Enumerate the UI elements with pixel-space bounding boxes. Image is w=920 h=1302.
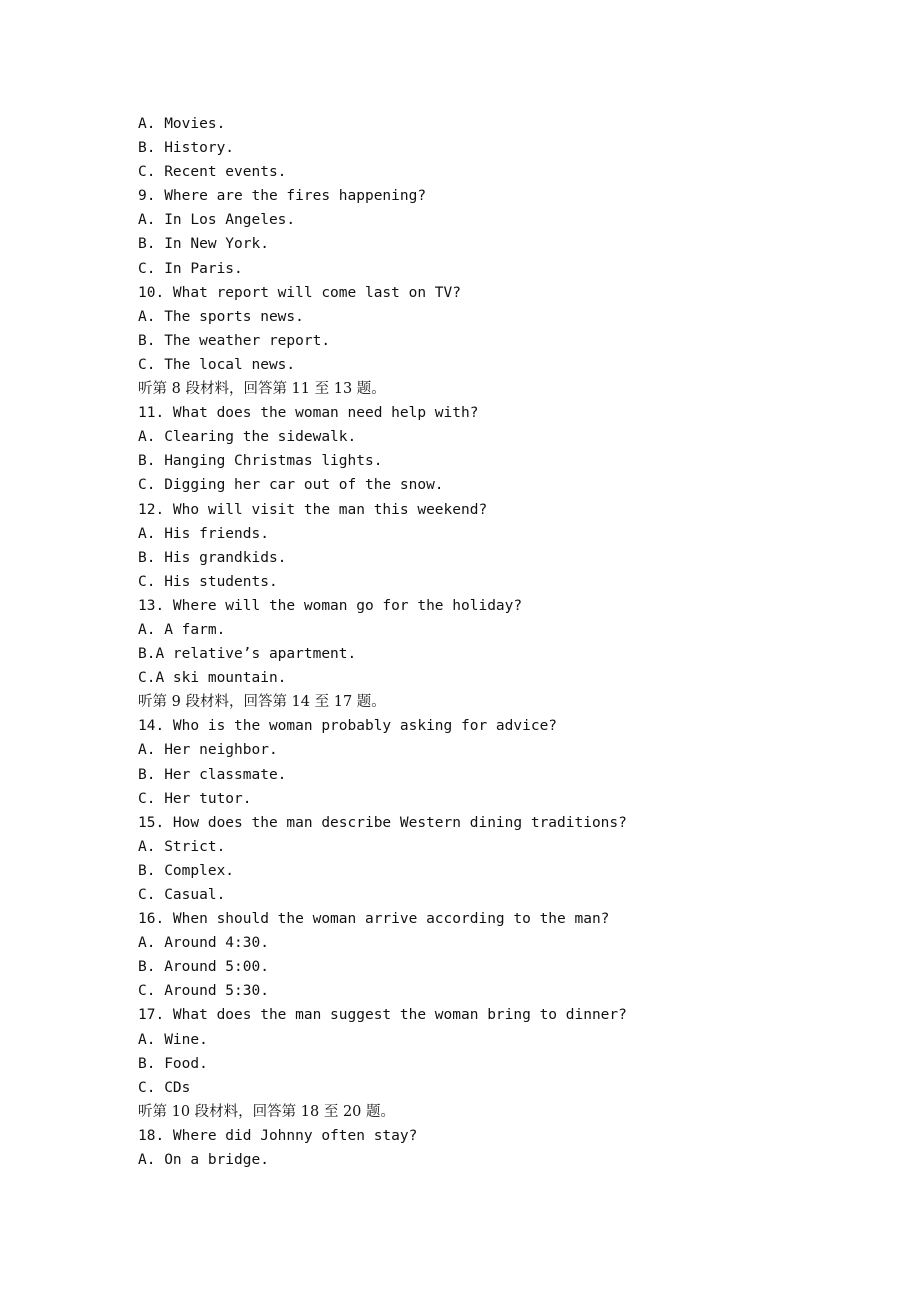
option-line: A. Around 4:30. <box>138 935 269 952</box>
option-line: A. The sports news. <box>138 308 304 325</box>
question-line: 12. Who will visit the man this weekend? <box>138 501 488 518</box>
question-line: 10. What report will come last on TV? <box>138 284 462 301</box>
option-line: A. Wine. <box>138 1031 208 1048</box>
option-line: A. Movies. <box>138 116 226 132</box>
option-line: C. Digging her car out of the snow. <box>138 477 444 494</box>
section-instruction: 听第 9 段材料，回答第 14 至 17 题。 <box>138 694 386 711</box>
question-line: 11. What does the woman need help with? <box>138 405 479 422</box>
option-line: B. Food. <box>138 1055 208 1072</box>
option-line: C. Around 5:30. <box>138 983 269 1000</box>
question-line: 16. When should the woman arrive according to the man? <box>138 911 610 928</box>
question-line: 17. What does the man suggest the woman bring to dinner? <box>138 1007 627 1024</box>
option-line: B. Around 5:00. <box>138 959 269 976</box>
option-line: B. Hanging Christmas lights. <box>138 453 383 470</box>
option-line: C.A ski mountain. <box>138 670 287 687</box>
option-line: B. In New York. <box>138 236 269 253</box>
option-line: C. In Paris. <box>138 260 243 277</box>
option-line: B.A relative’s apartment. <box>138 646 357 663</box>
option-line: B. Her classmate. <box>138 766 287 783</box>
option-line: C. CDs <box>138 1079 191 1096</box>
option-line: B. His grandkids. <box>138 549 287 566</box>
option-line: A. Strict. <box>138 838 226 855</box>
section-instruction: 听第 8 段材料，回答第 11 至 13 题。 <box>138 381 386 398</box>
section-instruction: 听第 10 段材料，回答第 18 至 20 题。 <box>138 1103 396 1120</box>
option-line: C. Casual. <box>138 887 226 903</box>
question-line: 9. Where are the fires happening? <box>138 188 427 205</box>
option-line: C. His students. <box>138 573 278 590</box>
option-line: B. Complex. <box>138 862 235 879</box>
option-line: C. Her tutor. <box>138 790 252 807</box>
question-line: 14. Who is the woman probably asking for advice? <box>138 718 558 735</box>
question-line: 18. Where did Johnny often stay? <box>138 1127 418 1144</box>
option-line: A. Clearing the sidewalk. <box>138 429 357 446</box>
option-line: A. His friends. <box>138 525 269 542</box>
option-line: C. Recent events. <box>138 164 287 181</box>
option-line: A. In Los Angeles. <box>138 212 296 229</box>
option-line: A. On a bridge. <box>138 1152 269 1169</box>
option-line: B. History. <box>138 140 235 157</box>
option-line: A. A farm. <box>138 621 226 638</box>
option-line: B. The weather report. <box>138 332 331 349</box>
question-line: 15. How does the man describe Western dining traditions? <box>138 814 627 831</box>
option-line: A. Her neighbor. <box>138 742 278 759</box>
question-line: 13. Where will the woman go for the holiday? <box>138 597 523 614</box>
option-line: C. The local news. <box>138 356 296 373</box>
document-body <box>138 112 838 1172</box>
